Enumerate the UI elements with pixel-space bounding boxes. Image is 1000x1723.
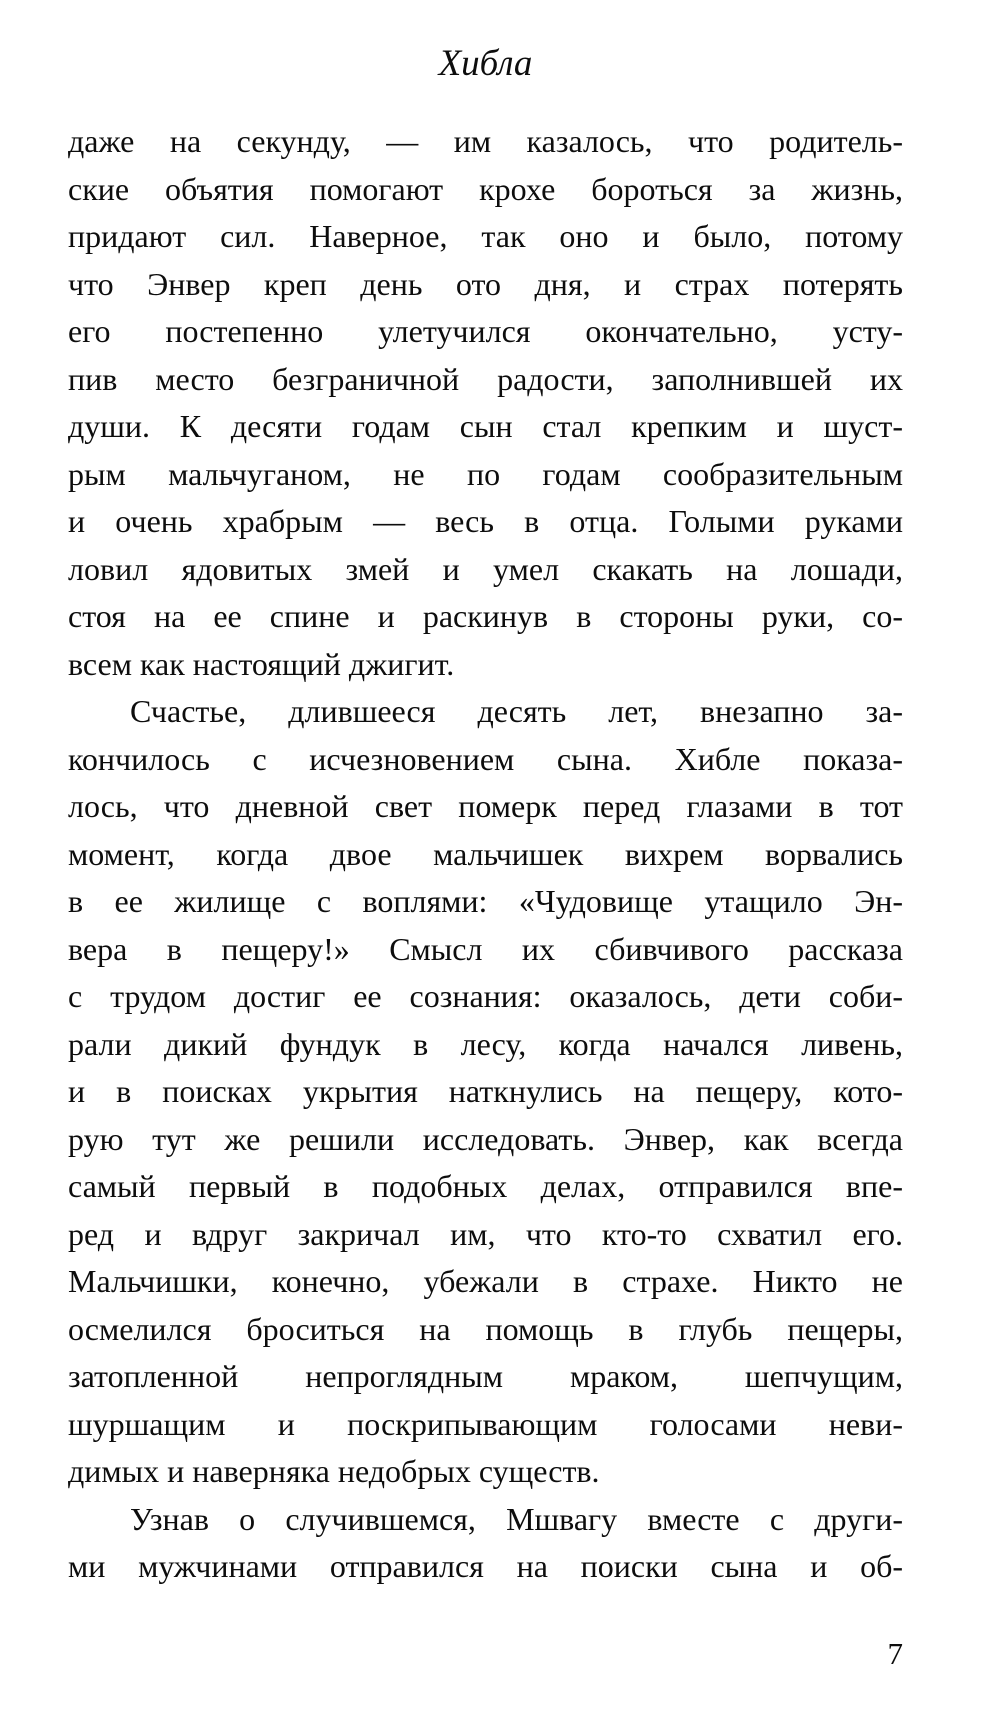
text-line: шуршащим и поскрипывающим голосами неви- [68,1405,903,1442]
text-line: рали дикий фундук в лесу, когда начался ливень, [68,1025,903,1062]
body-text [68,118,903,1591]
text-line: ские объятия помогают крохе бороться за жизнь, [68,170,903,207]
text-line: осмелился броситься на помощь в глубь пещеры, [68,1310,903,1347]
text-line: момент, когда двое мальчишек вихрем ворвались [68,835,903,872]
text-line: ловил ядовитых змей и умел скакать на лошади, [68,550,903,587]
text-line: даже на секунду, — им казалось, что родитель- [68,123,903,159]
text-line: с трудом достиг ее сознания: оказалось, дети соби- [68,978,903,1014]
text-line: его постепенно улетучился окончательно, усту- [68,313,903,349]
text-line: Мальчишки, конечно, убежали в страхе. Никто не [68,1263,903,1299]
text-line: рую тут же решили исследовать. Энвер, как всегда [68,1120,903,1157]
text-line: вера в пещеру!» Смысл их сбивчивого рассказа [68,930,903,967]
page-number: 7 [887,1636,903,1671]
text-line: самый первый в подобных делах, отправился впе- [68,1168,903,1204]
text-line: ми мужчинами отправился на поиски сына и об- [68,1548,903,1584]
text-line: кончилось с исчезновением сына. Хибле показа- [68,740,903,777]
text-line: и в поисках укрытия наткнулись на пещеру, кото- [68,1073,903,1109]
text-line: димых и наверняка недобрых существ. [68,1453,600,1489]
text-line: и очень храбрым — весь в отца. Голыми руками [68,503,903,539]
text-line: ред и вдруг закричал им, что кто-то схватил его. [68,1215,903,1252]
text-line: придают сил. Наверное, так оно и было, потому [68,218,903,254]
text-line: стоя на ее спине и раскинув в стороны руки, со- [68,598,903,634]
text-line: души. К десяти годам сын стал крепким и шуст- [68,408,903,444]
text-line: в ее жилище с воплями: «Чудовище утащило Эн- [68,883,903,919]
text-line: Счастье, длившееся десять лет, внезапно за- [130,693,903,729]
text-line: пив место безграничной радости, заполнившей их [68,360,903,397]
running-head: Хибла [438,43,533,84]
text-line: затопленной непроглядным мраком, шепчущим, [68,1358,903,1394]
text-line: Узнав о случившемся, Мшвагу вместе с други- [130,1500,903,1537]
text-line: рым мальчуганом, не по годам сообразительным [68,455,903,492]
text-line: всем как настоящий джигит. [68,645,455,682]
text-line: лось, что дневной свет померк перед глазами в тот [68,788,903,824]
text-line: что Энвер креп день ото дня, и страх потерять [68,265,903,302]
